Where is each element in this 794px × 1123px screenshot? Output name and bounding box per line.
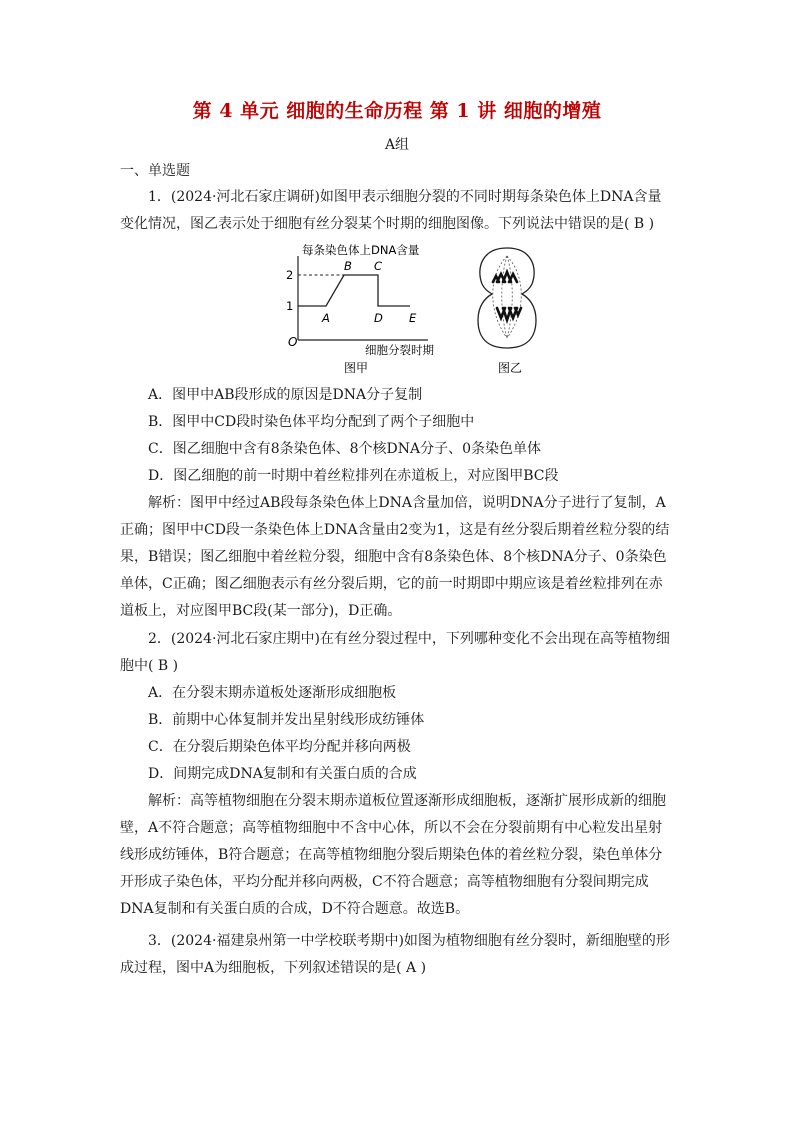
- caption-jia: 图甲: [344, 361, 369, 375]
- question-1-option-c: C．图乙细胞中含有8条染色体、8个核DNA分子、0条染色单体: [148, 441, 542, 457]
- dna-content-line: [298, 275, 410, 306]
- question-2-option-d: D．间期完成DNA复制和有关蛋白质的合成: [148, 766, 417, 782]
- question-2-option-c: C．在分裂后期染色体平均分配并移向两极: [148, 739, 411, 755]
- point-d-label: D: [374, 311, 383, 325]
- spindle-fiber: [502, 256, 507, 338]
- spindle-fiber: [493, 256, 507, 338]
- section-heading: 一、单选题: [120, 163, 190, 179]
- figure-jia-and-yi: [270, 242, 560, 377]
- page-title: 第 4 单元 细胞的生命历程 第 1 讲 细胞的增殖: [192, 100, 602, 122]
- point-c-label: C: [374, 259, 383, 273]
- y-tick-1: 1: [286, 299, 294, 313]
- question-1-option-a: A．图甲中AB段形成的原因是DNA分子复制: [148, 387, 423, 403]
- point-b-label: B: [344, 259, 352, 273]
- group-label: A组: [384, 137, 410, 153]
- figure-yi-cell-anaphase: [478, 248, 536, 375]
- origin-label: O: [288, 335, 298, 349]
- question-3: [120, 928, 675, 982]
- y-tick-2: 2: [286, 268, 294, 282]
- question-1-analysis: 解析：图甲中经过AB段每条染色体上DNA含量加倍，说明DNA分子进行了复制，A正确；图甲中CD段一条染色体上DNA含量由2变为1，这是有丝分裂后期着丝粒分裂的结果，B错误；图乙细胞中着丝粒分裂，细胞中含有8条染色体、8个核DNA分子、0条染色单体，C正确；图乙细胞表示有丝分裂后期，它的前一时期即中期应该是着丝粒排列在赤道板上，对应图甲BC段(某一部分)，D正确。: [120, 495, 670, 619]
- point-e-label: E: [409, 311, 417, 325]
- question-1-body: [120, 382, 675, 625]
- question-2-option-a: A．在分裂末期赤道板处逐渐形成细胞板: [148, 685, 397, 701]
- y-axis-label: 每条染色体上DNA含量: [302, 243, 420, 257]
- question-1-option-d: D．图乙细胞的前一时期中着丝粒排列在赤道板上，对应图甲BC段: [148, 468, 559, 484]
- question-1-figures: [270, 242, 560, 377]
- question-2: [120, 626, 675, 923]
- figure-jia: [286, 243, 434, 375]
- point-a-label: A: [322, 311, 330, 325]
- question-3-stem: 3．(2024·福建泉州第一中学校联考期中)如图为植物细胞有丝分裂时，新细胞壁的形成过程，图中A为细胞板，下列叙述错误的是( A ): [120, 933, 670, 976]
- caption-yi: 图乙: [498, 361, 523, 375]
- question-2-option-b: B．前期中心体复制并发出星射线形成纺锤体: [148, 712, 425, 728]
- question-2-stem: 2．(2024·河北石家庄期中)在有丝分裂过程中，下列哪种变化不会出现在高等植物细胞中( B ): [120, 631, 670, 674]
- question-1-option-b: B．图甲中CD段时染色体平均分配到了两个子细胞中: [148, 414, 475, 430]
- question-1: [120, 184, 675, 238]
- spindle-fiber: [507, 256, 521, 338]
- cell-outline: [478, 248, 536, 348]
- question-1-stem: 1．(2024·河北石家庄调研)如图甲表示细胞分裂的不同时期每条染色体上DNA含量变化情况，图乙表示处于细胞有丝分裂某个时期的细胞图像。下列说法中错误的是( B ): [120, 189, 662, 232]
- x-axis-label: 细胞分裂时期: [365, 343, 434, 357]
- spindle-fiber: [507, 256, 512, 338]
- chromosomes-lower: [497, 308, 521, 320]
- question-2-analysis: 解析：高等植物细胞在分裂末期赤道板位置逐渐形成细胞板，逐渐扩展形成新的细胞壁，A不符合题意；高等植物细胞中不含中心体，所以不会在分裂前期有中心粒发出星射线形成纺锤体，B符合题意；在高等植物细胞分裂后期染色体的着丝粒分裂，染色单体分开形成子染色体，平均分配并移向两极，C不符合题意；高等植物细胞有分裂间期完成DNA复制和有关蛋白质的合成，D不符合题意。故选B。: [120, 793, 666, 917]
